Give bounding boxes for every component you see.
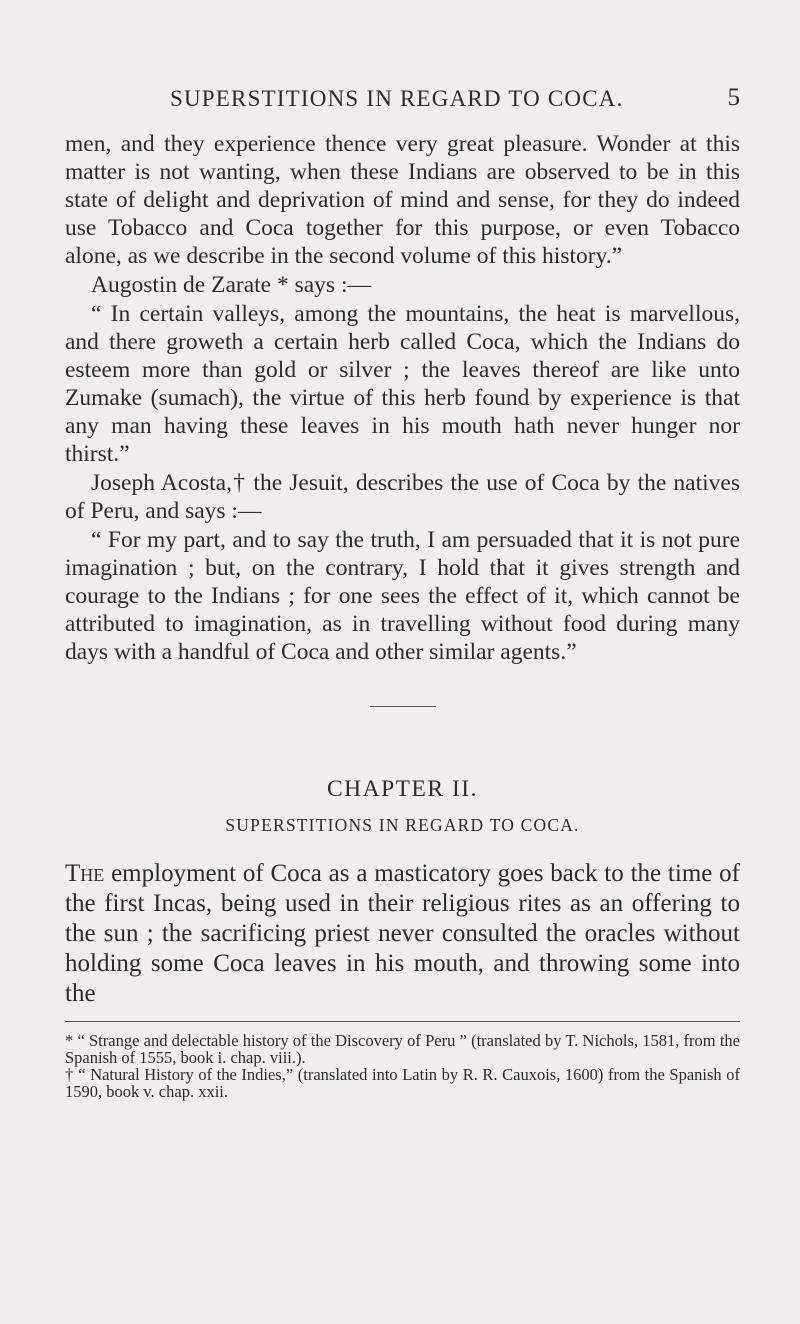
- paragraph-zarate-quote: “ In certain valleys, among the mountains, the heat is marvellous, and there groweth a certain herb called Coca, which the Indians do esteem more than gold or silver ; the leaves thereof are like unto Zumake (sumach), the virtue of this herb found by experience is that any man having these leaves in his mouth hath never hunger nor thirst.”: [65, 301, 740, 467]
- page-number: 5: [727, 84, 740, 111]
- chapter-subtitle: SUPERSTITIONS IN REGARD TO COCA.: [225, 815, 580, 835]
- chapter-first-word: The: [65, 860, 105, 887]
- footnote-rule: [65, 1021, 740, 1022]
- paragraph-acosta-quote: “ For my part, and to say the truth, I am persuaded that it is not pure imagination ; but, on the contrary, I hold that it gives strength and courage to the Indians ; for one sees the effect of it, which cannot be attributed to imagination, as in travelling without food during many days with a handful of Coca and other similar agents.”: [65, 527, 740, 665]
- chapter-body-text: employment of Coca as a masticatory goes back to the time of the first Incas, being used in their religious rites as an offering to the sun ; the sacrificing priest never consulted the oracles without holding some Coca leaves in his mouth, and throwing some into the: [65, 860, 740, 1007]
- body-text: [65, 130, 740, 1100]
- section-divider: [370, 706, 436, 707]
- paragraph-zarate-intro: Augostin de Zarate * says :—: [91, 272, 371, 298]
- running-head: [65, 80, 740, 120]
- chapter-heading: CHAPTER II.: [327, 776, 478, 802]
- paragraph-continuation: men, and they experience thence very great pleasure. Wonder at this matter is not wanting, when these Indians are observed to be in this state of delight and deprivation of mind and sense, for they do indeed use Tobacco and Coca together for this purpose, or even Tobacco alone, as we describe in the second volume of this history.”: [65, 131, 740, 269]
- footnote-zarate: * “ Strange and delectable history of the Discovery of Peru ” (translated by T. Nichols, 1581, from the Spanish of 1555, book i. chap. viii.).: [65, 1031, 740, 1067]
- footnote-acosta: † “ Natural History of the Indies,” (translated into Latin by R. R. Cauxois, 1600) from the Spanish of 1590, book v. chap. xxii.: [65, 1065, 740, 1101]
- paragraph-acosta-intro: Joseph Acosta,† the Jesuit, describes the use of Coca by the natives of Peru, and says :—: [65, 470, 740, 524]
- running-title: SUPERSTITIONS IN REGARD TO COCA.: [170, 86, 624, 111]
- chapter-opening-paragraph: [65, 859, 740, 1009]
